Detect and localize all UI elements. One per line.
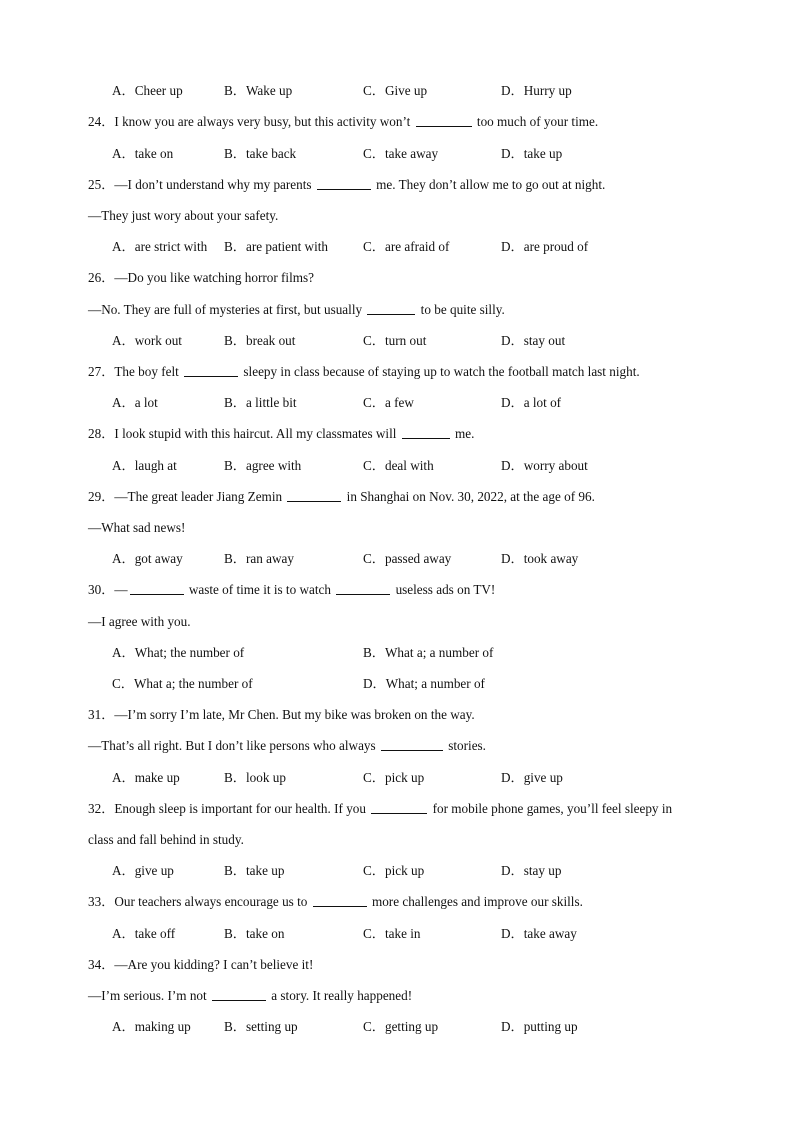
q27-option-a[interactable]: A．a lot [112,395,158,410]
q30-stem-text-c: useless ads on TV! [395,582,496,597]
q24-stem-text-a: 24．I know you are always very busy, but this activity won’t [88,114,411,129]
q25-stem [88,176,605,194]
q26-options [112,332,732,350]
q29-option-d[interactable]: D．took away [501,551,579,566]
q24-options [112,145,732,163]
q34-blank [212,988,266,1001]
q33-option-d[interactable]: D．take away [501,926,577,941]
q26-stem: 26．—Do you like watching horror films? [88,270,314,285]
q30-options-row-1 [112,644,732,662]
q31-stem: 31．—I’m sorry I’m late, Mr Chen. But my bike was broken on the way. [88,707,475,722]
q33-stem-text-a: 33．Our teachers always encourage us to [88,894,308,909]
q33-stem-text-b: more challenges and improve our skills. [371,894,583,909]
q34-option-c[interactable]: C．getting up [363,1019,439,1034]
q34-stem: 34．—Are you kidding? I can’t believe it! [88,957,314,972]
q31-reply [88,737,486,755]
q27-stem-text-b: sleepy in class because of staying up to watch the football match last night. [243,364,640,379]
q30-option-d[interactable]: D．What; a number of [363,676,485,691]
q33-blank [313,894,367,907]
q34-reply [88,987,412,1005]
q28-option-d[interactable]: D．worry about [501,458,588,473]
q30-blank-1 [130,582,184,595]
q29-stem-text-a: 29．—The great leader Jiang Zemin [88,489,283,504]
q26-option-b[interactable]: B．break out [224,333,296,348]
q26-option-c[interactable]: C．turn out [363,333,427,348]
q31-reply-text-a: —That’s all right. But I don’t like persons who always [88,738,376,753]
q29-option-a[interactable]: A．got away [112,551,183,566]
q30-option-c[interactable]: C．What a; the number of [112,676,253,691]
q24-option-c[interactable]: C．take away [363,146,439,161]
q27-stem [88,363,640,381]
q31-options [112,769,732,787]
q27-blank [184,364,238,377]
q24-option-a[interactable]: A．take on [112,146,174,161]
q26-reply [88,301,505,319]
q33-options [112,925,732,943]
q25-option-b[interactable]: B．are patient with [224,239,329,254]
q29-reply: —What sad news! [88,520,186,535]
q25-blank [317,177,371,190]
q23-option-c[interactable]: C．Give up [363,83,428,98]
q31-option-b[interactable]: B．look up [224,770,286,785]
q29-stem [88,488,595,506]
q27-options [112,394,732,412]
q29-stem-text-b: in Shanghai on Nov. 30, 2022, at the age of 96. [346,489,595,504]
q34-option-b[interactable]: B．setting up [224,1019,298,1034]
q30-stem-text-b: waste of time it is to watch [188,582,331,597]
q32-stem-continued: class and fall behind in study. [88,832,244,847]
q31-option-a[interactable]: A．make up [112,770,180,785]
q26-option-d[interactable]: D．stay out [501,333,566,348]
q24-option-d[interactable]: D．take up [501,146,563,161]
q28-stem-text-a: 28．I look stupid with this haircut. All my classmates will [88,426,397,441]
q31-blank [381,738,443,751]
q32-stem-text-a: 32．Enough sleep is important for our health. If you [88,801,366,816]
q25-stem-text-b: me. They don’t allow me to go out at night. [376,177,606,192]
q34-option-d[interactable]: D．putting up [501,1019,578,1034]
q31-option-d[interactable]: D．give up [501,770,563,785]
q29-option-c[interactable]: C．passed away [363,551,452,566]
q31-reply-text-b: stories. [448,738,486,753]
q30-blank-2 [336,582,390,595]
q32-option-b[interactable]: B．take up [224,863,285,878]
q33-option-b[interactable]: B．take on [224,926,285,941]
q28-blank [402,426,450,439]
q33-option-a[interactable]: A．take off [112,926,176,941]
q25-reply: —They just wory about your safety. [88,208,279,223]
q27-stem-text-a: 27．The boy felt [88,364,179,379]
q27-option-c[interactable]: C．a few [363,395,414,410]
q24-stem-text-b: too much of your time. [476,114,599,129]
q23-option-b[interactable]: B．Wake up [224,83,293,98]
q28-options [112,457,732,475]
q28-option-c[interactable]: C．deal with [363,458,434,473]
q32-stem-text-b: for mobile phone games, you’ll feel sleepy in [432,801,673,816]
q30-stem [88,581,495,599]
q26-reply-text-b: to be quite silly. [420,302,505,317]
q27-option-b[interactable]: B．a little bit [224,395,297,410]
q27-option-d[interactable]: D．a lot of [501,395,562,410]
q25-options [112,238,732,256]
q30-option-b[interactable]: B．What a; a number of [363,645,494,660]
q24-option-b[interactable]: B．take back [224,146,297,161]
q25-option-a[interactable]: A．are strict with [112,239,208,254]
q24-blank [416,114,472,127]
q32-stem [88,800,672,818]
q34-reply-text-b: a story. It really happened! [271,988,413,1003]
q29-option-b[interactable]: B．ran away [224,551,294,566]
q30-options-row-2 [112,675,732,693]
q29-blank [287,489,341,502]
q24-stem [88,113,598,131]
q23-option-a[interactable]: A．Cheer up [112,83,183,98]
q25-option-c[interactable]: C．are afraid of [363,239,450,254]
q23-options [112,82,732,100]
q34-options [112,1018,732,1036]
q26-reply-text-a: —No. They are full of mysteries at first, but usually [88,302,363,317]
q28-stem-text-b: me. [455,426,475,441]
q28-option-a[interactable]: A．laugh at [112,458,177,473]
q32-option-d[interactable]: D．stay up [501,863,562,878]
q23-option-d[interactable]: D．Hurry up [501,83,572,98]
q34-option-a[interactable]: A．making up [112,1019,191,1034]
q30-reply: —I agree with you. [88,614,191,629]
q32-option-c[interactable]: C．pick up [363,863,425,878]
q32-blank [371,801,427,814]
q26-option-a[interactable]: A．work out [112,333,182,348]
q33-option-c[interactable]: C．take in [363,926,421,941]
q28-option-b[interactable]: B．agree with [224,458,302,473]
q31-option-c[interactable]: C．pick up [363,770,425,785]
q32-options [112,862,732,880]
q30-option-a[interactable]: A．What; the number of [112,645,245,660]
q29-options [112,550,732,568]
q33-stem [88,893,583,911]
q25-stem-text-a: 25．—I don’t understand why my parents [88,177,312,192]
q34-reply-text-a: —I’m serious. I’m not [88,988,207,1003]
q32-option-a[interactable]: A．give up [112,863,174,878]
q28-stem [88,425,474,443]
q30-stem-text-a: 30．— [88,582,128,597]
q26-blank [367,302,415,315]
q25-option-d[interactable]: D．are proud of [501,239,589,254]
